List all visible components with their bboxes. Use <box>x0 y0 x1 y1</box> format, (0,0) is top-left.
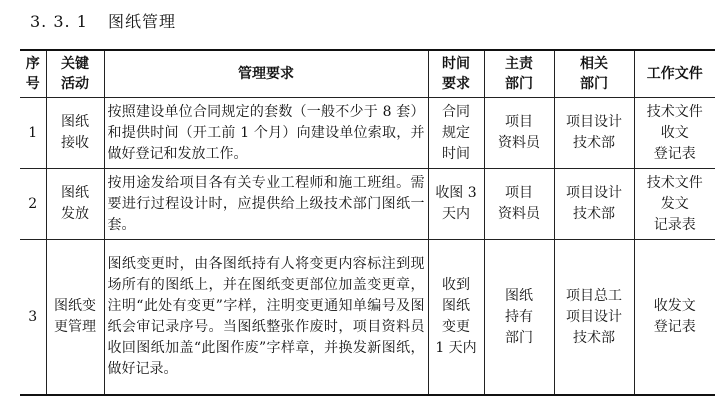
cell-time: 收图 3 天内 <box>428 169 484 240</box>
cell-related: 项目设计 技术部 <box>554 98 634 169</box>
cell-activity: 图纸 接收 <box>46 98 104 169</box>
cell-requirement: 按照建设单位合同规定的套数（一般不少于 8 套）和提供时间（开工前 1 个月）向建设单位索取，并做好登记和发放工作。 <box>104 98 428 169</box>
cell-requirement: 图纸变更时，由各图纸持有人将变更内容标注到现场所有的图纸上，并在图纸变更部位加盖变更章，注明“此处有变更”字样，注明变更通知单编号及图纸会审记录序号。当图纸整张作废时，项目资料员收回图纸加盖“此图作废”字样章，并换发新图纸，做好记录。 <box>104 240 428 396</box>
table-row <box>20 169 715 240</box>
header-time: 时间 要求 <box>428 50 484 98</box>
cell-related: 项目设计 技术部 <box>554 169 634 240</box>
cell-docs: 收发文 登记表 <box>634 240 715 396</box>
cell-docs: 技术文件 收文 登记表 <box>634 98 715 169</box>
header-related: 相关 部门 <box>554 50 634 98</box>
header-dept: 主责 部门 <box>484 50 554 98</box>
cell-time: 收到 图纸 变更 1 天内 <box>428 240 484 396</box>
cell-time: 合同 规定 时间 <box>428 98 484 169</box>
cell-activity: 图纸 发放 <box>46 169 104 240</box>
cell-dept: 项目 资料员 <box>484 169 554 240</box>
cell-seq: 2 <box>20 169 46 240</box>
cell-dept: 项目 资料员 <box>484 98 554 169</box>
cell-docs: 技术文件 发文 记录表 <box>634 169 715 240</box>
cell-dept: 图纸 持有 部门 <box>484 240 554 396</box>
header-requirement: 管理要求 <box>104 50 428 98</box>
cell-seq: 3 <box>20 240 46 396</box>
section-heading <box>30 9 176 32</box>
section-number: 3. 3. 1 <box>30 12 88 31</box>
cell-seq: 1 <box>20 98 46 169</box>
section-title: 图纸管理 <box>108 12 177 31</box>
header-row <box>20 50 715 98</box>
header-activity: 关键 活动 <box>46 50 104 98</box>
cell-activity: 图纸变 更管理 <box>46 240 104 396</box>
cell-requirement: 按用途发给项目各有关专业工程师和施工班组。需要进行过程设计时，应提供给上级技术部门图纸一套。 <box>104 169 428 240</box>
cell-related: 项目总工 项目设计 技术部 <box>554 240 634 396</box>
table-row <box>20 240 715 396</box>
header-docs: 工作文件 <box>634 50 715 98</box>
drawing-management-table <box>20 49 715 396</box>
table-row <box>20 98 715 169</box>
header-seq: 序 号 <box>20 50 46 98</box>
